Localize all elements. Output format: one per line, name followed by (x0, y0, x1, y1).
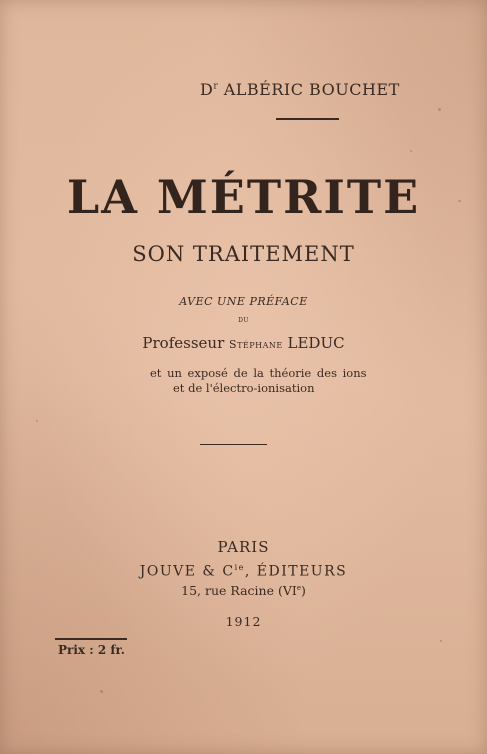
publisher-name: JOUVE & $C^{ie}$, ÉDITEURS (139, 563, 348, 580)
book-subtitle: SON TRAITEMENT (132, 242, 355, 266)
publisher-address: 15, rue Racine (VIe) (181, 583, 306, 598)
expose-line-1: et un exposé de la théorie des ions (150, 366, 367, 380)
preface-author: Professeur Stéphane LEDUC (142, 334, 345, 352)
author-name: $D^r$ ALBÉRIC BOUCHET (200, 80, 400, 99)
paper-stain (410, 150, 412, 152)
top-divider (276, 118, 339, 120)
preface-label: AVEC UNE PRÉFACE (179, 295, 308, 308)
paper-stain (438, 108, 441, 111)
price-label: Prix : 2 fr. (58, 643, 125, 657)
publication-city: PARIS (217, 538, 270, 556)
book-title: LA MÉTRITE (66, 170, 421, 224)
middle-divider (200, 444, 267, 445)
expose-line-2: et de l'électro-ionisation (173, 381, 315, 395)
paper-stain (36, 420, 38, 422)
preface-du: DU (238, 317, 249, 324)
paper-stain (440, 640, 442, 642)
price-divider (55, 638, 127, 640)
publication-year: 1912 (225, 614, 262, 629)
paper-stain (100, 690, 103, 693)
